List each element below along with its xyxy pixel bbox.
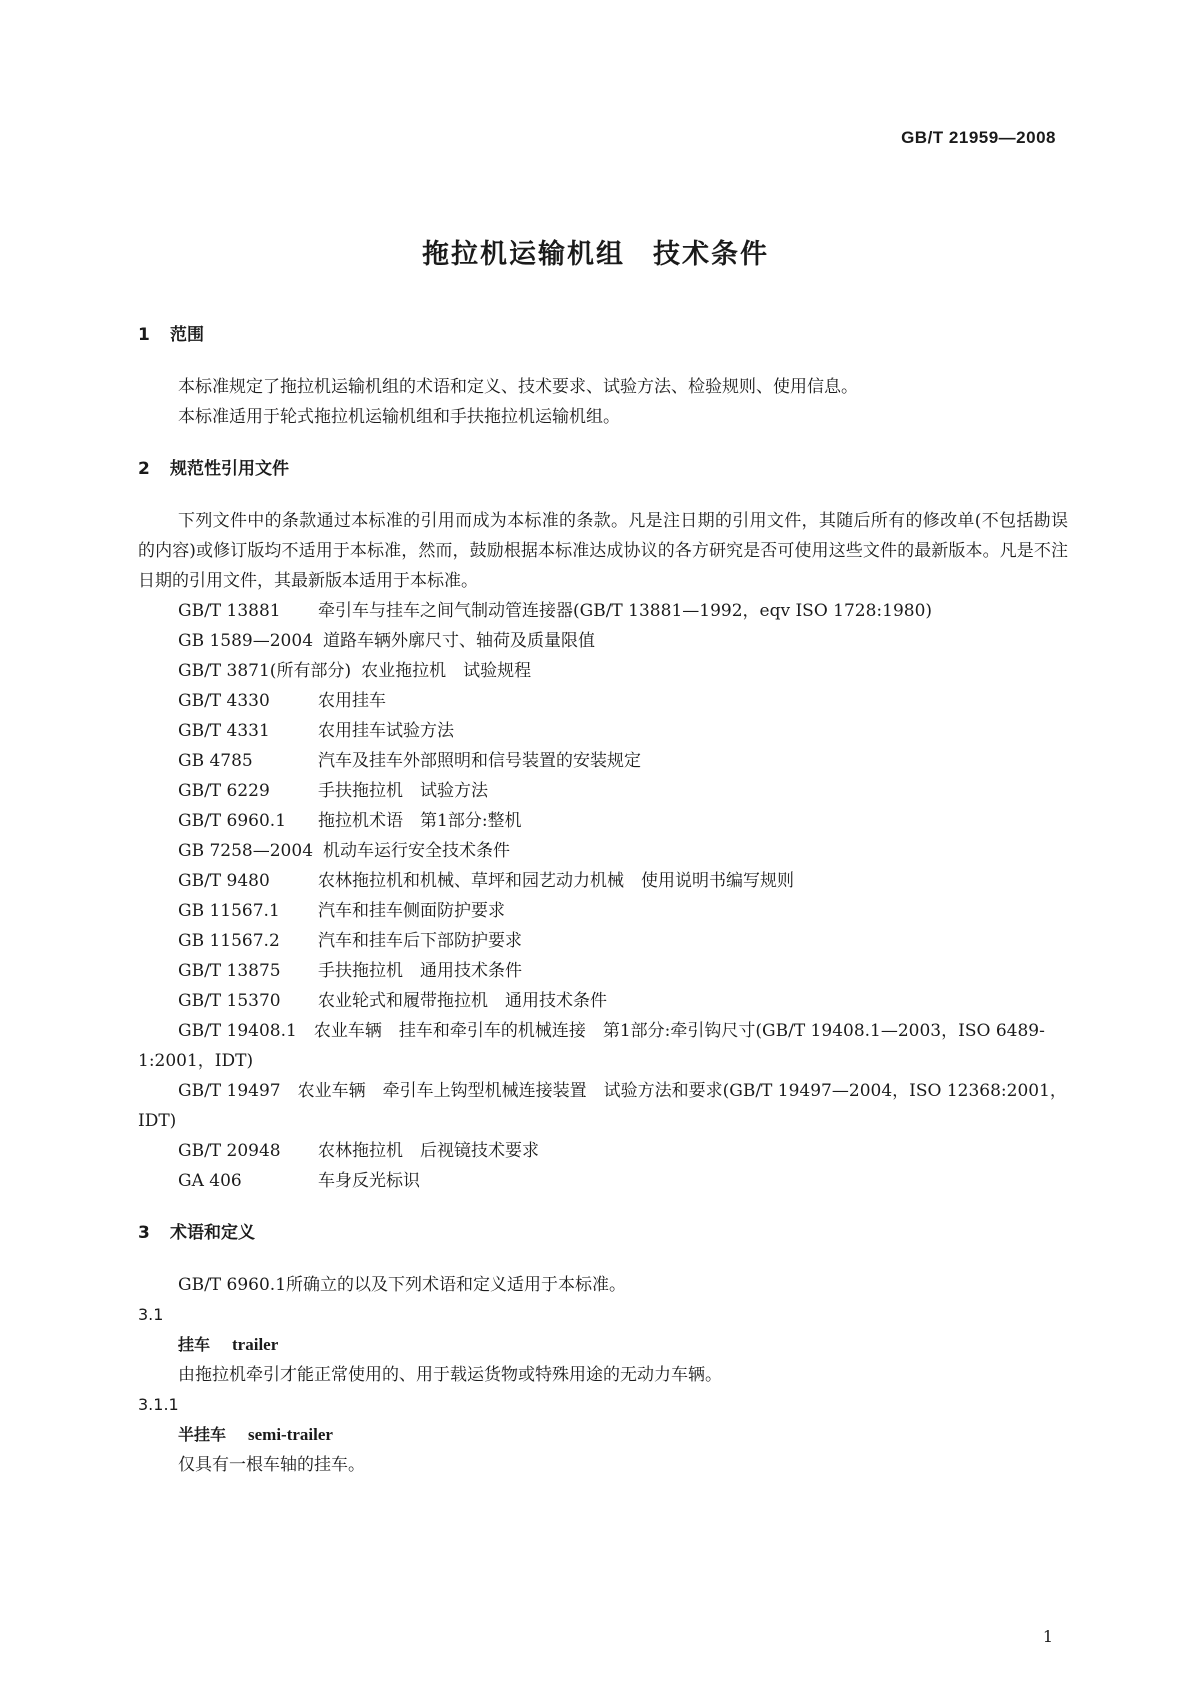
reference-item xyxy=(138,716,1068,746)
reference-title: 汽车和挂车后下部防护要求 xyxy=(318,931,522,951)
reference-item xyxy=(138,926,1068,956)
reference-code: GB 1589—2004 xyxy=(178,631,314,651)
clause-number: 3.1 xyxy=(138,1305,164,1324)
reference-title: 拖拉机术语 第1部分:整机 xyxy=(318,811,522,831)
reference-title: 车身反光标识 xyxy=(318,1171,420,1191)
section-title: 范围 xyxy=(170,325,204,345)
reference-code: GB 4785 xyxy=(178,751,253,771)
reference-item xyxy=(138,986,1068,1016)
reference-item-wrapped: GB/T 19408.1 农业车辆 挂车和牵引车的机械连接 第1部分:牵引钩尺寸(GB/T 19408.1—2003，ISO 6489-1:2001，IDT) xyxy=(138,1021,1045,1071)
reference-code: GB/T 4330 xyxy=(178,691,270,711)
reference-code: GB/T 15370 xyxy=(178,991,281,1011)
reference-title: 农林拖拉机和机械、草坪和园艺动力机械 使用说明书编写规则 xyxy=(318,871,794,891)
reference-title: 农林拖拉机 后视镜技术要求 xyxy=(318,1141,539,1161)
clause-number: 3.1.1 xyxy=(138,1395,179,1414)
reference-title: 汽车和挂车侧面防护要求 xyxy=(318,901,505,921)
reference-item xyxy=(138,1136,1068,1166)
reference-title: 手扶拖拉机 通用技术条件 xyxy=(318,961,522,981)
reference-item xyxy=(138,626,1068,656)
document-title xyxy=(0,232,1191,271)
reference-item xyxy=(138,776,1068,806)
paragraph: 下列文件中的条款通过本标准的引用而成为本标准的条款。凡是注日期的引用文件，其随后所有的修改单(不包括勘误的内容)或修订版均不适用于本标准，然而，鼓励根据本标准达成协议的各方研究是否可使用这些文件的最新版本。凡是不注日期的引用文件，其最新版本适用于本标准。 xyxy=(138,511,1068,591)
term-definition: 由拖拉机牵引才能正常使用的、用于载运货物或特殊用途的无动力车辆。 xyxy=(178,1365,722,1385)
reference-code: GB/T 13881 xyxy=(178,601,281,621)
reference-code: GB/T 20948 xyxy=(178,1141,281,1161)
reference-item-wrapped: GB/T 19497 农业车辆 牵引车上钩型机械连接装置 试验方法和要求(GB/T 19497—2004，ISO 12368:2001，IDT) xyxy=(138,1081,1067,1131)
reference-title: 汽车及挂车外部照明和信号装置的安装规定 xyxy=(318,751,641,771)
reference-code: GB/T 6960.1 xyxy=(178,811,287,831)
term-definition: 仅具有一根车轴的挂车。 xyxy=(178,1455,365,1475)
term xyxy=(138,1330,1068,1360)
reference-title: 农业拖拉机 试验规程 xyxy=(361,661,532,681)
section-title: 术语和定义 xyxy=(170,1223,255,1243)
reference-code: GB/T 9480 xyxy=(178,871,270,891)
reference-code: GB/T 4331 xyxy=(178,721,270,741)
reference-code: GA 406 xyxy=(178,1171,242,1191)
section-3-heading xyxy=(138,1218,1068,1248)
reference-title: 道路车辆外廓尺寸、轴荷及质量限值 xyxy=(323,631,596,651)
reference-item xyxy=(138,746,1068,776)
term-en: trailer xyxy=(232,1335,279,1354)
reference-title: 农用挂车试验方法 xyxy=(318,721,454,741)
term xyxy=(138,1420,1068,1450)
standard-code: GB/T 21959—2008 xyxy=(901,128,1056,147)
paragraph: 本标准适用于轮式拖拉机运输机组和手扶拖拉机运输机组。 xyxy=(178,407,620,427)
section-number: 2 xyxy=(138,459,150,479)
paragraph: GB/T 6960.1所确立的以及下列术语和定义适用于本标准。 xyxy=(178,1275,627,1295)
section-number: 3 xyxy=(138,1223,150,1243)
reference-title: 手扶拖拉机 试验方法 xyxy=(318,781,488,801)
reference-title: 牵引车与挂车之间气制动管连接器(GB/T 13881—1992，eqv ISO 1728:1980) xyxy=(318,601,933,621)
reference-item xyxy=(138,596,1068,626)
reference-item xyxy=(138,806,1068,836)
reference-code: GB 11567.1 xyxy=(178,901,280,921)
reference-item xyxy=(138,896,1068,926)
section-title: 规范性引用文件 xyxy=(170,459,289,479)
section-2-heading xyxy=(138,454,1068,484)
paragraph: 本标准规定了拖拉机运输机组的术语和定义、技术要求、试验方法、检验规则、使用信息。 xyxy=(178,377,858,397)
reference-title: 农用挂车 xyxy=(318,691,386,711)
term-zh: 半挂车 xyxy=(178,1425,227,1444)
reference-title: 农业轮式和履带拖拉机 通用技术条件 xyxy=(318,991,607,1011)
reference-code: GB/T 6229 xyxy=(178,781,270,801)
reference-item xyxy=(138,686,1068,716)
reference-code: GB 11567.2 xyxy=(178,931,280,951)
document-body xyxy=(138,320,1068,1480)
reference-item xyxy=(138,956,1068,986)
reference-code: GB/T 13875 xyxy=(178,961,281,981)
title-main: 拖拉机运输机组 xyxy=(422,239,625,270)
term-zh: 挂车 xyxy=(178,1335,211,1354)
page-number: 1 xyxy=(1042,1627,1053,1646)
reference-item xyxy=(138,656,1068,686)
section-number: 1 xyxy=(138,325,150,345)
reference-item xyxy=(138,836,1068,866)
term-en: semi-trailer xyxy=(248,1425,333,1444)
reference-code: GB 7258—2004 xyxy=(178,841,314,861)
section-1-heading xyxy=(138,320,1068,350)
reference-code: GB/T 3871(所有部分) xyxy=(178,661,352,681)
reference-item xyxy=(138,1166,1068,1196)
title-sub: 技术条件 xyxy=(653,239,769,270)
reference-item xyxy=(138,866,1068,896)
reference-title: 机动车运行安全技术条件 xyxy=(323,841,511,861)
